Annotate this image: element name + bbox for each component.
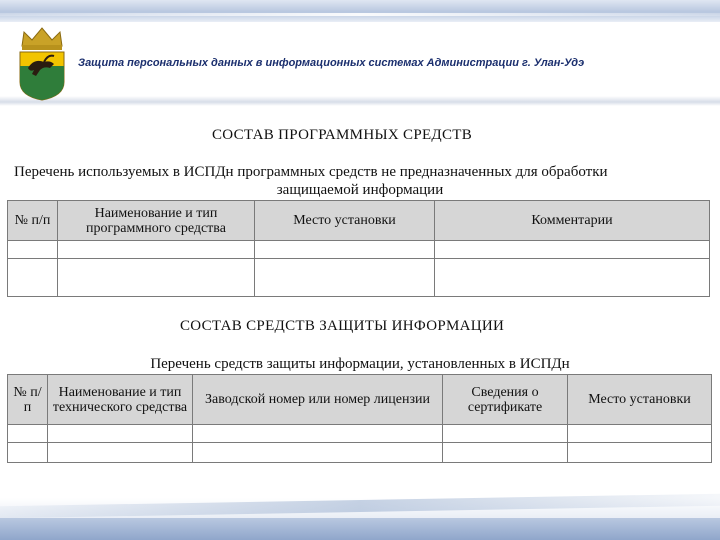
col-header-name: Наименование и тип технического средства [48,375,193,425]
section1-subtitle-line1: Перечень используемых в ИСПДн программных средств не предназначенных для обработки [14,164,608,180]
table-header-row [8,201,710,241]
col-header-comment: Комментарии [435,201,710,241]
table-row [8,241,710,259]
table-row [8,259,710,297]
col-header-num: № п/п [8,375,48,425]
bottom-decor-band [0,470,720,540]
section2-title: СОСТАВ СРЕДСТВ ЗАЩИТЫ ИНФОРМАЦИИ [180,318,505,334]
software-table [7,200,710,297]
col-header-name: Наименование и тип программного средства [58,201,255,241]
city-coat-of-arms-icon [14,24,70,102]
section1-title: СОСТАВ ПРОГРАММНЫХ СРЕДСТВ [212,127,473,143]
table-row [8,425,712,443]
protection-tools-table [7,374,712,463]
col-header-location: Место установки [255,201,435,241]
top-decor-band [0,0,720,22]
header-divider [0,96,720,106]
col-header-cert: Сведения о сертификате [443,375,568,425]
section1-subtitle-line2: защищаемой информации [276,182,444,198]
table-row [8,443,712,463]
table-header-row [8,375,712,425]
col-header-serial: Заводской номер или номер лицензии [193,375,443,425]
section2-subtitle: Перечень средств защиты информации, установленных в ИСПДн [150,356,570,372]
col-header-location: Место установки [568,375,712,425]
header-title: Защита персональных данных в информационных системах Администрации г. Улан-Удэ [78,57,585,69]
col-header-num: № п/п [8,201,58,241]
